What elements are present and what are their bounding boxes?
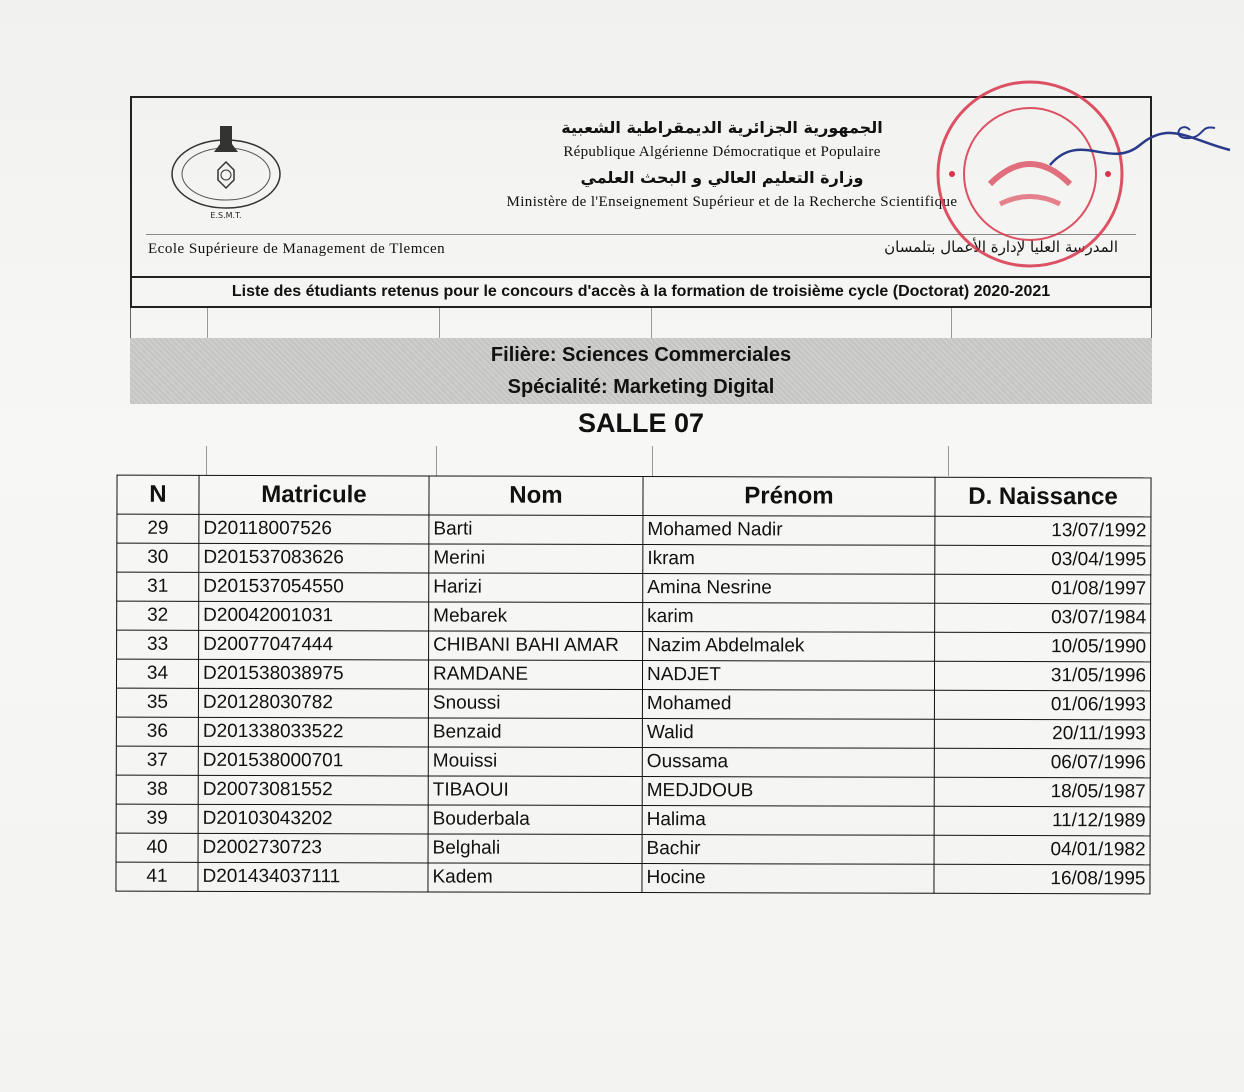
cell-matricule: D201434037111 (198, 862, 428, 892)
cell-date-naissance: 06/07/1996 (934, 748, 1150, 778)
table-row (116, 717, 1150, 749)
cell-n: 41 (116, 862, 198, 891)
arabic-republic-name: الجمهورية الجزائرية الديمقراطية الشعبية (561, 118, 883, 137)
signature-icon (1040, 110, 1240, 180)
cell-nom: Benzaid (428, 718, 642, 748)
cell-date-naissance: 31/05/1996 (934, 661, 1150, 691)
svg-text:E.S.M.T.: E.S.M.T. (210, 211, 242, 220)
school-name-arabic: المدرسة العليا لإدارة الأعمال بتلمسان (884, 238, 1118, 256)
cell-prenom: Ikram (643, 545, 935, 575)
table-row (116, 804, 1150, 836)
cell-matricule: D201338033522 (198, 717, 428, 747)
grid-tick (651, 308, 652, 338)
cell-matricule: D2002730723 (198, 833, 428, 863)
cell-prenom: NADJET (642, 661, 934, 691)
cell-n: 37 (116, 746, 198, 775)
specialite-label: Spécialité: Marketing Digital (507, 376, 775, 398)
grid-tick (652, 446, 653, 476)
cell-nom: TIBAOUI (428, 776, 642, 806)
table-row (116, 775, 1150, 807)
cell-nom: Harizi (429, 573, 643, 603)
cell-prenom: Hocine (642, 864, 934, 894)
cell-prenom: karim (643, 603, 935, 633)
cell-matricule: D201538000701 (198, 746, 428, 776)
cell-nom: Merini (429, 544, 643, 574)
arabic-ministry-name: وزارة التعليم العالي و البحث العلمي (580, 168, 864, 187)
grid-tick (948, 446, 949, 476)
cell-n: 32 (117, 601, 199, 630)
cell-n: 39 (116, 804, 198, 833)
students-table (115, 475, 1151, 895)
table-row (117, 630, 1151, 662)
cell-prenom: Amina Nesrine (643, 574, 935, 604)
cell-date-naissance: 01/08/1997 (935, 574, 1151, 604)
cell-matricule: D20128030782 (198, 688, 428, 718)
cell-n: 36 (116, 717, 198, 746)
document-title: Liste des étudiants retenus pour le concours d'accès à la formation de troisième cycle (Doctorat) 2020-2021 (130, 278, 1152, 308)
cell-matricule: D20103043202 (198, 804, 428, 834)
french-ministry-name: Ministère de l'Enseignement Supérieur et de la Recherche Scientifique (506, 194, 958, 210)
cell-n: 35 (116, 688, 198, 717)
cell-prenom: MEDJDOUB (642, 777, 934, 807)
table-row (117, 572, 1151, 604)
table-row (117, 514, 1151, 546)
cell-date-naissance: 04/01/1982 (934, 835, 1150, 865)
table-row (116, 659, 1150, 691)
filiere-label: Filière: Sciences Commerciales (490, 344, 792, 366)
cell-nom: Mebarek (429, 602, 643, 632)
cell-nom: Barti (429, 515, 643, 545)
cell-date-naissance: 13/07/1992 (935, 516, 1151, 546)
cell-matricule: D20077047444 (199, 630, 429, 660)
grid-tick (436, 446, 437, 476)
cell-n: 29 (117, 514, 199, 543)
room-label: SALLE 07 (577, 408, 705, 438)
cell-matricule: D201538038975 (198, 659, 428, 689)
grid-tick (207, 308, 208, 338)
table-row (116, 833, 1150, 865)
table-row (117, 543, 1151, 575)
header-prenom: Prénom (643, 477, 935, 517)
grid-tick (206, 446, 207, 476)
cell-matricule: D20042001031 (199, 601, 429, 631)
french-republic-name: République Algérienne Démocratique et Populaire (563, 144, 881, 160)
header-n: N (117, 475, 199, 514)
cell-matricule: D20118007526 (199, 514, 429, 544)
table-row (116, 746, 1150, 778)
cell-date-naissance: 20/11/1993 (934, 719, 1150, 749)
cell-date-naissance: 01/06/1993 (934, 690, 1150, 720)
cell-date-naissance: 16/08/1995 (934, 864, 1150, 894)
cell-n: 40 (116, 833, 198, 862)
cell-nom: RAMDANE (428, 660, 642, 690)
cell-n: 38 (116, 775, 198, 804)
cell-n: 33 (117, 630, 199, 659)
table-row (116, 862, 1150, 894)
spacer-row (130, 446, 1152, 476)
cell-nom: Snoussi (428, 689, 642, 719)
cell-n: 34 (116, 659, 198, 688)
cell-date-naissance: 03/04/1995 (935, 545, 1151, 575)
cell-prenom: Nazim Abdelmalek (643, 632, 935, 662)
cell-nom: Kadem (428, 863, 642, 893)
header-date-naissance: D. Naissance (935, 477, 1151, 517)
grid-tick (439, 308, 440, 338)
cell-matricule: D201537054550 (199, 572, 429, 602)
header-nom: Nom (429, 476, 643, 516)
cell-n: 30 (117, 543, 199, 572)
spacer-row (130, 308, 1152, 338)
cell-prenom: Mohamed Nadir (643, 516, 935, 546)
cell-n: 31 (117, 572, 199, 601)
cell-prenom: Bachir (642, 835, 934, 865)
cell-matricule: D20073081552 (198, 775, 428, 805)
cell-prenom: Halima (642, 806, 934, 836)
cell-prenom: Walid (642, 719, 934, 749)
program-band (130, 338, 1152, 404)
cell-nom: CHIBANI BAHI AMAR (429, 631, 643, 661)
table-header-row (117, 475, 1151, 517)
table-row (117, 601, 1151, 633)
school-name-french: Ecole Supérieure de Management de Tlemcen (148, 241, 446, 257)
cell-date-naissance: 03/07/1984 (935, 603, 1151, 633)
cell-date-naissance: 10/05/1990 (935, 632, 1151, 662)
grid-tick (951, 308, 952, 338)
cell-date-naissance: 18/05/1987 (934, 777, 1150, 807)
header-matricule: Matricule (199, 475, 429, 515)
cell-prenom: Oussama (642, 748, 934, 778)
cell-matricule: D201537083626 (199, 543, 429, 573)
cell-nom: Belghali (428, 834, 642, 864)
cell-nom: Bouderbala (428, 805, 642, 835)
table-row (116, 688, 1150, 720)
cell-date-naissance: 11/12/1989 (934, 806, 1150, 836)
cell-nom: Mouissi (428, 747, 642, 777)
cell-prenom: Mohamed (642, 690, 934, 720)
